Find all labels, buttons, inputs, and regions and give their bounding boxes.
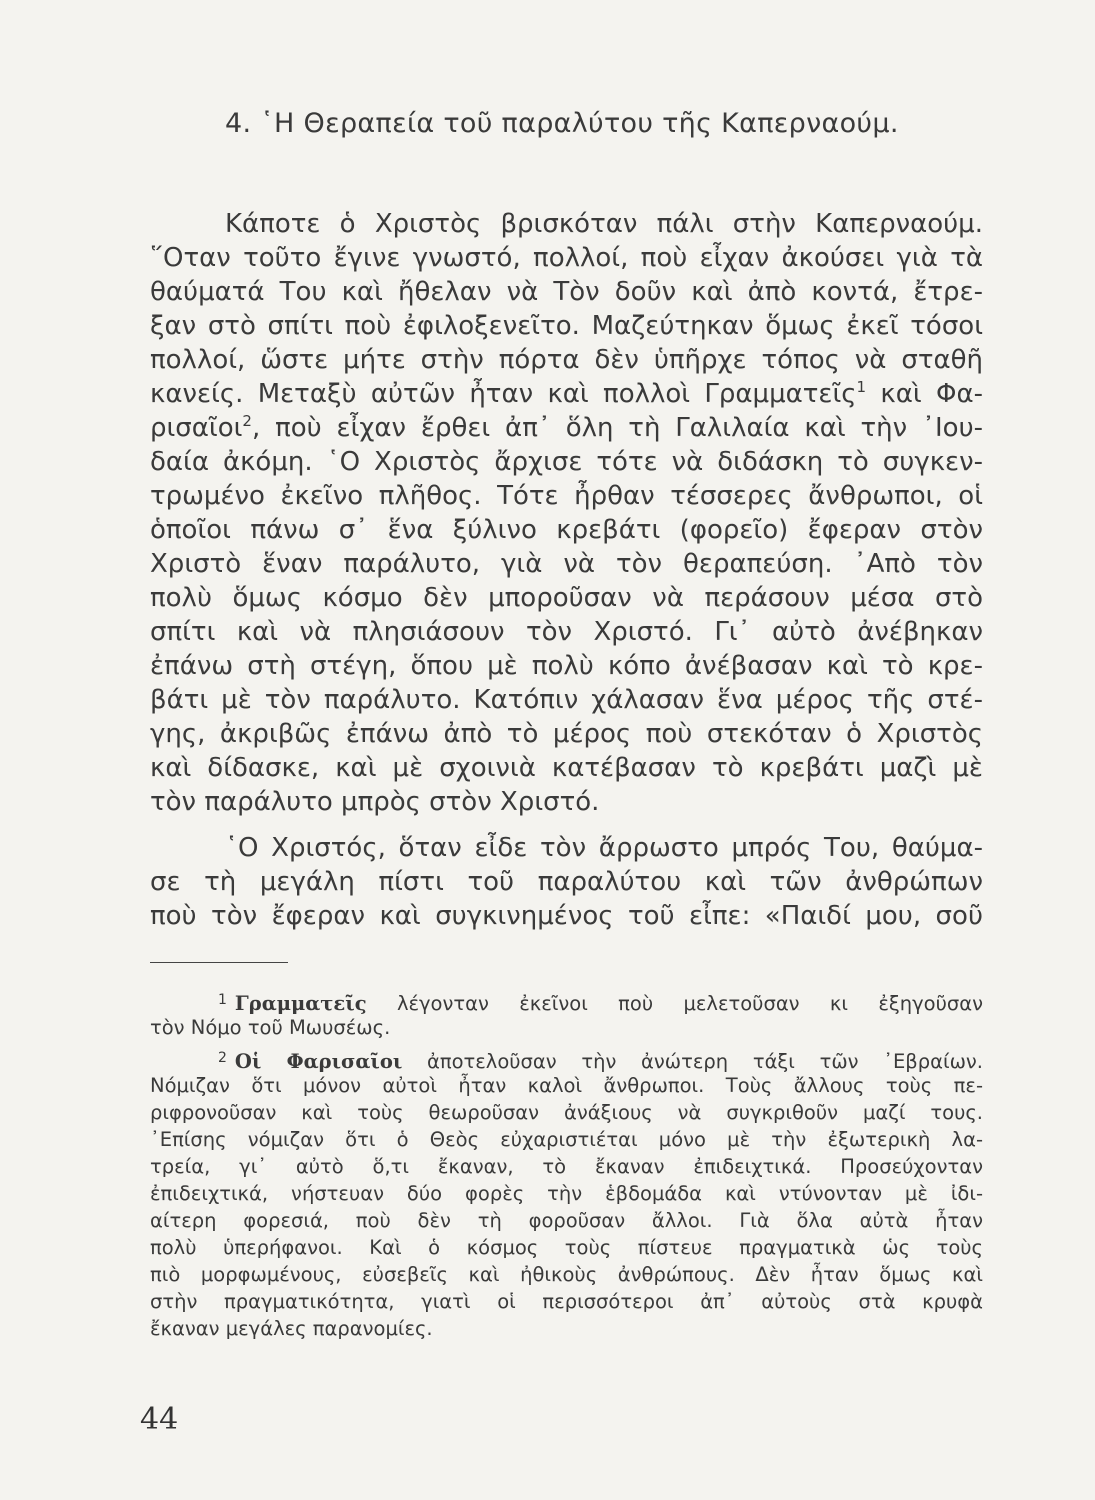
footnote-mark: 2 bbox=[218, 1050, 227, 1066]
body-line: ὁποῖοι πάνω σ᾿ ἕνα ξύλινο κρεβάτι (φορεῖο) ἔφεραν στὸν bbox=[150, 515, 983, 545]
footnote-separator bbox=[150, 962, 288, 963]
body-line: ῾Ο Χριστός, ὅταν εἶδε τὸν ἄρρωστο μπρός Του, θαύμα- bbox=[225, 833, 983, 863]
body-line: σε τὴ μεγάλη πίστι τοῦ παραλύτου καὶ τῶν ἀνθρώπων bbox=[150, 867, 983, 897]
footnote-line: τρεία, γι᾿ αὐτὸ ὅ,τι ἔκαναν, τὸ ἔκαναν ἐπιδειχτικά. Προσεύχονταν bbox=[150, 1155, 983, 1178]
body-line-text: καὶ Φα- bbox=[880, 379, 984, 409]
body-line: πολὺ ὅμως κόσμο δὲν μποροῦσαν νὰ περάσουν μέσα στὸ bbox=[150, 583, 983, 613]
body-line: καὶ δίδασκε, καὶ μὲ σχοινιὰ κατέβασαν τὸ κρεβάτι μαζὶ μὲ bbox=[150, 753, 983, 783]
footnote-line: ᾿Επίσης νόμιζαν ὅτι ὁ Θεὸς εὐχαριστιέται μόνο μὲ τὴν ἐξωτερικὴ λα- bbox=[150, 1128, 983, 1151]
footnote-line: ἔκαναν μεγάλες παρανομίες. bbox=[150, 1317, 433, 1340]
body-line: βάτι μὲ τὸν παράλυτο. Κατόπιν χάλασαν ἕνα μέρος τῆς στέ- bbox=[150, 685, 983, 715]
body-line: σπίτι καὶ νὰ πλησιάσουν τὸν Χριστό. Γι᾿ αὐτὸ ἀνέβηκαν bbox=[150, 617, 983, 647]
body-line-text: , ποὺ εἶχαν ἔρθει ἀπ᾿ ὅλη τὴ Γαλιλαία καὶ τὴν ᾿Ιου- bbox=[251, 413, 983, 443]
page-number: 44 bbox=[140, 1402, 179, 1437]
footnote-term: Οἱ Φαρισαῖοι bbox=[234, 1050, 403, 1073]
footnote-line: ριφρονοῦσαν καὶ τοὺς θεωροῦσαν ἀνάξιους νὰ συγκριθοῦν μαζί τους. bbox=[150, 1101, 983, 1124]
footnote-line: πολὺ ὑπερήφανοι. Καὶ ὁ κόσμος τοὺς πίστευε πραγματικὰ ὡς τοὺς bbox=[150, 1236, 983, 1259]
footnote-line: πιὸ μορφωμένους, εὐσεβεῖς καὶ ἠθικοὺς ἀνθρώπους. Δὲν ἦταν ὅμως καὶ bbox=[150, 1263, 983, 1286]
body-line: γης, ἀκριβῶς ἐπάνω ἀπὸ τὸ μέρος ποὺ στεκόταν ὁ Χριστὸς bbox=[150, 719, 983, 749]
body-line bbox=[150, 411, 983, 445]
body-line: Κάποτε ὁ Χριστὸς βρισκόταν πάλι στὴν Καπερναούμ. bbox=[225, 209, 983, 239]
body-line bbox=[150, 377, 983, 411]
footnote-line: αίτερη φορεσιά, ποὺ δὲν τὴ φοροῦσαν ἄλλοι. Γιὰ ὅλα αὐτὰ ἦταν bbox=[150, 1209, 983, 1232]
footnote-line: Νόμιζαν ὅτι μόνον αὐτοὶ ἦταν καλοὶ ἄνθρωποι. Τοὺς ἄλλους τοὺς πε- bbox=[150, 1074, 983, 1097]
footnote-term: Γραμματεῖς bbox=[234, 992, 367, 1015]
footnote-2 bbox=[218, 1045, 983, 1075]
body-line: ἐπάνω στὴ στέγη, ὅπου μὲ πολὺ κόπο ἀνέβασαν καὶ τὸ κρε- bbox=[150, 651, 983, 681]
footnote-mark: 1 bbox=[218, 992, 227, 1008]
section-heading: 4. ῾Η Θεραπεία τοῦ παραλύτου τῆς Καπερναούμ. bbox=[225, 108, 899, 139]
body-line: τρωμένο ἐκεῖνο πλῆθος. Τότε ἦρθαν τέσσερες ἄνθρωποι, οἱ bbox=[150, 481, 983, 511]
footnote-ref-2: 2 bbox=[242, 412, 252, 430]
footnote-line: ἐπιδειχτικά, νήστευαν δύο φορὲς τὴν ἑβδομάδα καὶ ντύνονταν μὲ ἰδι- bbox=[150, 1182, 983, 1205]
body-line: ποὺ τὸν ἔφεραν καὶ συγκινημένος τοῦ εἶπε: «Παιδί μου, σοῦ bbox=[150, 901, 983, 931]
body-line: θαύματά Του καὶ ἤθελαν νὰ Τὸν δοῦν καὶ ἀπὸ κοντά, ἔτρε- bbox=[150, 277, 983, 307]
body-line: τὸν παράλυτο μπρὸς στὸν Χριστό. bbox=[150, 787, 600, 817]
body-line: Χριστὸ ἕναν παράλυτο, γιὰ νὰ τὸν θεραπεύση. ᾿Απὸ τὸν bbox=[150, 549, 983, 579]
body-line: πολλοί, ὥστε μήτε στὴν πόρτα δὲν ὑπῆρχε τόπος νὰ σταθῆ bbox=[150, 345, 983, 375]
body-line: ξαν στὸ σπίτι ποὺ ἐφιλοξενεῖτο. Μαζεύτηκαν ὅμως ἐκεῖ τόσοι bbox=[150, 311, 983, 341]
body-line: δαία ἀκόμη. ῾Ο Χριστὸς ἄρχισε τότε νὰ διδάσκη τὸ συγκεν- bbox=[150, 447, 983, 477]
footnote-line: στὴν πραγματικότητα, γιατὶ οἱ περισσότεροι ἀπ᾿ αὐτοὺς στὰ κρυφὰ bbox=[150, 1290, 983, 1313]
footnote-1 bbox=[218, 987, 983, 1017]
body-line: ῞Οταν τοῦτο ἔγινε γνωστό, πολλοί, ποὺ εἶχαν ἀκούσει γιὰ τὰ bbox=[150, 243, 983, 273]
footnote-text: λέγονταν ἐκεῖνοι ποὺ μελετοῦσαν κι ἐξηγοῦσαν bbox=[396, 992, 983, 1015]
body-line-text: ρισαῖοι bbox=[150, 413, 243, 443]
footnote-ref-1: 1 bbox=[856, 378, 867, 396]
footnote-line: τὸν Νόμο τοῦ Μωυσέως. bbox=[150, 1016, 391, 1039]
footnote-text: ἀποτελοῦσαν τὴν ἀνώτερη τάξι τῶν ᾿Εβραίων. bbox=[427, 1050, 984, 1073]
body-line-text: κανείς. Μεταξὺ αὐτῶν ἦταν καὶ πολλοὶ Γραμματεῖς bbox=[150, 379, 857, 409]
